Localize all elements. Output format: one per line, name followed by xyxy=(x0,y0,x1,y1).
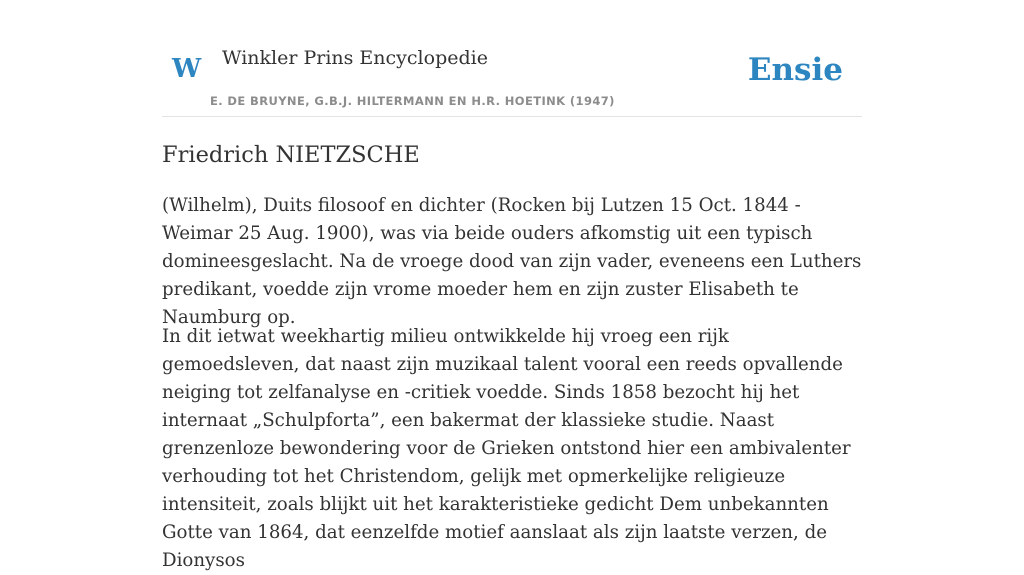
page xyxy=(162,0,862,571)
article-paragraph: In dit ietwat weekhartig milieu ontwikkelde hij vroeg een rijk gemoedsleven, dat naast zijn muzikaal talent vooral een reeds opvallende neiging tot zelfanalyse en -critiek voedde. Sinds 1858 bezocht hij het internaat „Schulpforta”, een bakermat der klassieke studie. Naast grenzenloze bewondering voor de Grieken ontstond hier een ambivalenter verhouding tot het Christendom, gelijk met opmerkelijke religieuze intensiteit, zoals blijkt uit het karakteristieke gedicht Dem unbekannten Gotte van 1864, dat eenzelfde motief aanslaat als zijn laatste verzen, de Dionysos xyxy=(162,326,851,571)
book-title-link[interactable]: Winkler Prins Encyclopedie xyxy=(222,47,488,69)
site-header xyxy=(162,0,862,117)
article-paragraph: (Wilhelm), Duits filosoof en dichter (Rocken bij Lutzen 15 Oct. 1844 - Weimar 25 Aug. 1900), was via beide ouders afkomstig uit een typisch domineesgeslacht. Na de vroege dood van zijn vader, eveneens een Luthers predikant, voedde zijn vrome moeder hem en zijn zuster Elisabeth te Naumburg op. xyxy=(162,195,862,328)
encyclopedia-logo-icon[interactable]: W xyxy=(172,54,202,84)
article-title: Friedrich NIETZSCHE xyxy=(162,142,420,168)
ensie-logo[interactable]: Ensie xyxy=(747,52,843,88)
book-authors: E. DE BRUYNE, G.B.J. HILTERMANN EN H.R. HOETINK (1947) xyxy=(210,94,615,108)
